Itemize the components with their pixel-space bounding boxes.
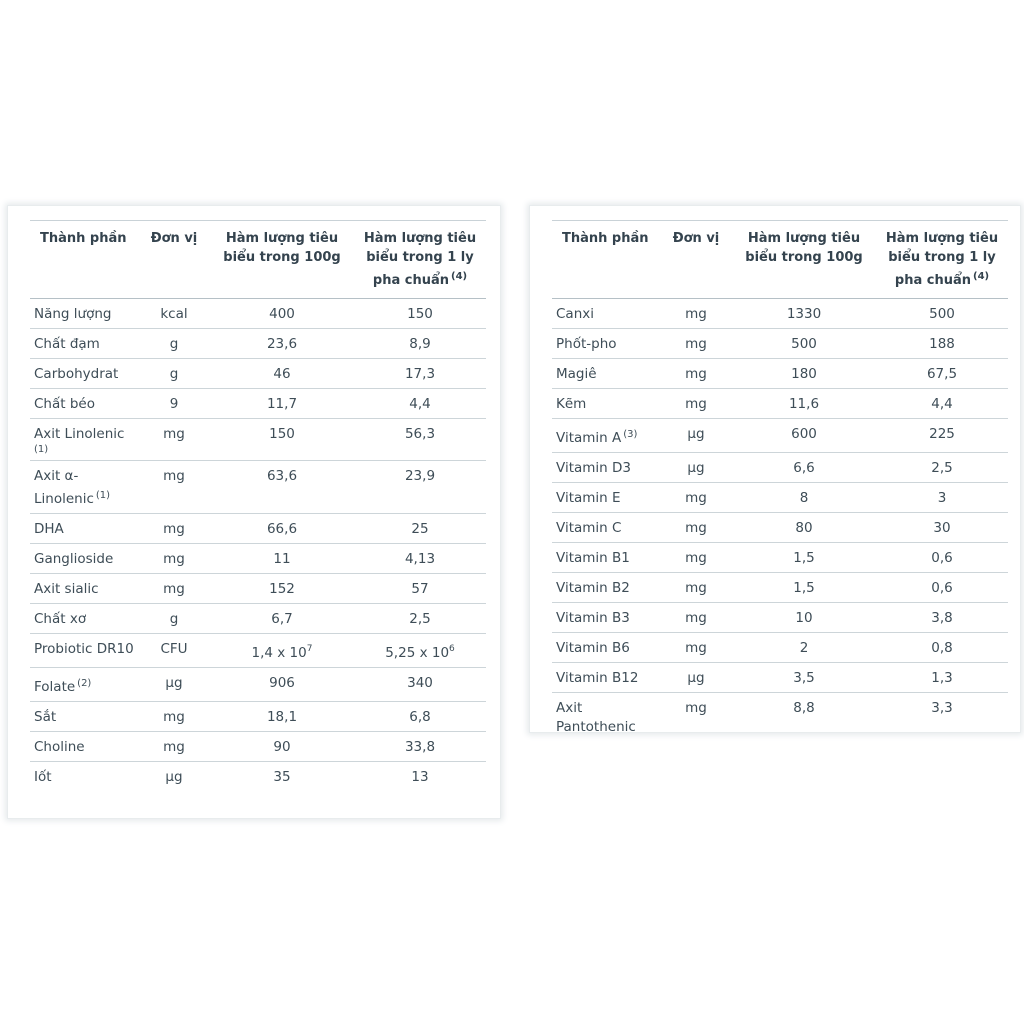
cell-unit: kcal xyxy=(160,306,188,322)
cell-ingredient xyxy=(552,359,660,389)
cell-ingredient xyxy=(552,389,660,419)
ingredient-name: Iốt xyxy=(34,769,52,785)
header-ingredient: Thành phần xyxy=(40,231,127,246)
cell-per-100g: 18,1 xyxy=(266,709,298,725)
cell-unit: mg xyxy=(685,550,707,566)
ingredient-name: Vitamin E xyxy=(556,490,621,506)
header-unit: Đơn vị xyxy=(150,231,198,246)
cell-ingredient xyxy=(30,544,138,574)
cell-per-cup: 67,5 xyxy=(926,366,958,382)
cell-ingredient xyxy=(552,603,660,633)
table-row xyxy=(30,299,486,329)
footnote-marker: (3) xyxy=(623,429,638,440)
cell-per-100g: 906 xyxy=(269,675,295,691)
nutrition-table-left xyxy=(30,220,486,791)
footnote-marker: (2) xyxy=(77,678,92,689)
cell-per-100g: 1,5 xyxy=(793,550,815,566)
cell-unit: mg xyxy=(685,700,707,716)
cell-unit: mg xyxy=(163,426,185,442)
cell-ingredient xyxy=(552,483,660,513)
cell-per-cup: 0,6 xyxy=(931,580,953,596)
cell-ingredient xyxy=(30,419,138,461)
cell-ingredient xyxy=(552,573,660,603)
cell-per-100g: 63,6 xyxy=(266,468,298,484)
ingredient-name: Axit Linolenic xyxy=(34,426,125,442)
table-row xyxy=(552,663,1008,693)
cell-per-100g: 46 xyxy=(273,366,291,382)
header-unit: Đơn vị xyxy=(672,231,720,246)
ingredient-name: Magiê xyxy=(556,366,597,382)
cell-unit: mg xyxy=(685,520,707,536)
ingredient-name: Axit α-Linolenic xyxy=(34,468,94,507)
ingredient-name: Vitamin B12 xyxy=(556,670,639,686)
cell-per-cup: 4,13 xyxy=(404,551,436,567)
cell-ingredient xyxy=(552,513,660,543)
table-row xyxy=(30,668,486,702)
table-row xyxy=(552,573,1008,603)
cell-per-100g: 10 xyxy=(795,610,813,626)
cell-ingredient xyxy=(30,359,138,389)
cell-per-cup: 500 xyxy=(929,306,955,322)
cell-unit: mg xyxy=(163,468,185,484)
cell-ingredient xyxy=(30,634,138,668)
cell-per-100g: 152 xyxy=(269,581,295,597)
cell-unit: mg xyxy=(685,396,707,412)
cell-ingredient xyxy=(30,732,138,762)
cell-per-100g: 23,6 xyxy=(266,336,298,352)
cell-per-100g: 11,6 xyxy=(788,396,820,412)
cell-ingredient xyxy=(552,453,660,483)
cell-unit: mg xyxy=(685,336,707,352)
cell-per-100g: 8 xyxy=(799,490,809,506)
cell-per-cup: 5,25 x $10^6$ xyxy=(385,644,455,661)
cell-per-100g: 6,7 xyxy=(271,611,293,627)
table-row xyxy=(552,543,1008,573)
ingredient-name: Chất béo xyxy=(34,396,95,412)
nutrition-table-card-left xyxy=(8,206,500,818)
ingredient-name: Chất xơ xyxy=(34,611,87,627)
table-row xyxy=(30,732,486,762)
cell-per-cup: 1,3 xyxy=(931,670,953,686)
cell-unit: g xyxy=(169,336,179,352)
cell-per-cup: 13 xyxy=(411,769,429,785)
ingredient-name: Chất đạm xyxy=(34,336,100,352)
cell-per-cup: 150 xyxy=(407,306,433,322)
cell-unit: mg xyxy=(685,306,707,322)
cell-unit: μg xyxy=(165,769,183,785)
cell-unit: mg xyxy=(685,580,707,596)
cell-unit: 9 xyxy=(169,396,179,412)
table-row xyxy=(30,389,486,419)
cell-per-100g: 66,6 xyxy=(266,521,298,537)
table-row xyxy=(552,693,1008,742)
table-row xyxy=(30,514,486,544)
ingredient-name: Probiotic DR10 xyxy=(34,641,134,657)
ingredient-name: Vitamin A xyxy=(556,430,622,446)
cell-per-cup: 0,6 xyxy=(931,550,953,566)
cell-per-cup: 30 xyxy=(933,520,951,536)
cell-per-100g: 150 xyxy=(269,426,295,442)
header-per-100g: Hàm lượng tiêu biểu trong 100g xyxy=(745,231,863,265)
header-per-cup: Hàm lượng tiêu biểu trong 1 ly pha chuẩn $^{(4)}$ xyxy=(885,231,999,288)
cell-unit: mg xyxy=(163,739,185,755)
cell-unit: mg xyxy=(685,490,707,506)
cell-per-cup: 23,9 xyxy=(404,468,436,484)
ingredient-name: Canxi xyxy=(556,306,594,322)
cell-ingredient xyxy=(552,419,660,453)
cell-per-100g: 11 xyxy=(273,551,291,567)
footnote-marker: (4) xyxy=(451,271,468,282)
table-row xyxy=(30,702,486,732)
cell-unit: μg xyxy=(687,670,705,686)
table-row xyxy=(552,453,1008,483)
ingredient-name: Vitamin C xyxy=(556,520,622,536)
cell-unit: mg xyxy=(685,610,707,626)
cell-per-100g: 600 xyxy=(791,426,817,442)
ingredient-name: Vitamin B3 xyxy=(556,610,630,626)
cell-per-cup: 2,5 xyxy=(409,611,431,627)
ingredient-name: Năng lượng xyxy=(34,306,112,322)
cell-per-100g: 1,4 x $10^7$ xyxy=(251,644,313,661)
table-row xyxy=(552,419,1008,453)
table-header-row xyxy=(30,221,486,299)
cell-per-cup: 4,4 xyxy=(931,396,953,412)
header-per-100g: Hàm lượng tiêu biểu trong 100g xyxy=(223,231,341,265)
table-row xyxy=(552,513,1008,543)
cell-ingredient xyxy=(30,668,138,702)
cell-ingredient xyxy=(552,693,660,742)
cell-per-cup: 8,9 xyxy=(409,336,431,352)
cell-per-100g: 500 xyxy=(791,336,817,352)
table-row xyxy=(552,299,1008,329)
cell-per-cup: 3 xyxy=(937,490,947,506)
cell-ingredient xyxy=(30,514,138,544)
table-row xyxy=(30,544,486,574)
cell-ingredient xyxy=(30,299,138,329)
cell-per-cup: 3,8 xyxy=(931,610,953,626)
cell-ingredient xyxy=(30,461,138,514)
header-per-cup: Hàm lượng tiêu biểu trong 1 ly pha chuẩn $^{(4)}$ xyxy=(363,231,477,288)
cell-unit: mg xyxy=(163,521,185,537)
cell-per-cup: 3,3 xyxy=(931,700,953,716)
table-row xyxy=(552,633,1008,663)
table-header-row xyxy=(552,221,1008,299)
footnote-marker: (1) xyxy=(34,444,49,455)
cell-per-cup: 6,8 xyxy=(409,709,431,725)
table-row xyxy=(30,359,486,389)
cell-ingredient xyxy=(552,299,660,329)
table-row xyxy=(30,762,486,792)
table-row xyxy=(552,359,1008,389)
ingredient-name: Vitamin B1 xyxy=(556,550,630,566)
table-row xyxy=(30,604,486,634)
cell-per-100g: 180 xyxy=(791,366,817,382)
cell-per-cup: 56,3 xyxy=(404,426,436,442)
cell-per-cup: 57 xyxy=(411,581,429,597)
cell-unit: mg xyxy=(685,640,707,656)
ingredient-name: Kẽm xyxy=(556,396,587,412)
cell-per-cup: 33,8 xyxy=(404,739,436,755)
table-row xyxy=(30,329,486,359)
cell-per-100g: 400 xyxy=(269,306,295,322)
ingredient-name: Ganglioside xyxy=(34,551,114,567)
table-row xyxy=(30,634,486,668)
cell-ingredient xyxy=(30,702,138,732)
ingredient-name: Folate xyxy=(34,679,76,695)
cell-per-cup: 188 xyxy=(929,336,955,352)
cell-per-cup: 17,3 xyxy=(404,366,436,382)
cell-unit: mg xyxy=(163,581,185,597)
cell-ingredient xyxy=(552,633,660,663)
cell-unit: μg xyxy=(165,675,183,691)
cell-per-cup: 2,5 xyxy=(931,460,953,476)
cell-unit: mg xyxy=(163,551,185,567)
ingredient-name: Vitamin B2 xyxy=(556,580,630,596)
ingredient-name: Vitamin D3 xyxy=(556,460,631,476)
cell-ingredient xyxy=(30,329,138,359)
cell-ingredient xyxy=(30,389,138,419)
cell-unit: g xyxy=(169,366,179,382)
cell-per-100g: 3,5 xyxy=(793,670,815,686)
cell-per-100g: 6,6 xyxy=(793,460,815,476)
ingredient-name: Axit Pantothenic xyxy=(556,700,636,735)
cell-per-cup: 340 xyxy=(407,675,433,691)
cell-ingredient xyxy=(552,543,660,573)
table-row xyxy=(30,461,486,514)
cell-ingredient xyxy=(30,604,138,634)
cell-unit: mg xyxy=(685,366,707,382)
cell-per-cup: 25 xyxy=(411,521,429,537)
cell-unit: mg xyxy=(163,709,185,725)
cell-per-cup: 4,4 xyxy=(409,396,431,412)
table-row xyxy=(552,389,1008,419)
cell-per-100g: 80 xyxy=(795,520,813,536)
nutrition-table-right xyxy=(552,220,1008,741)
cell-unit: CFU xyxy=(160,641,188,657)
cell-per-100g: 90 xyxy=(273,739,291,755)
ingredient-name: Vitamin B6 xyxy=(556,640,630,656)
ingredient-name: Sắt xyxy=(34,709,57,725)
ingredient-name: Carbohydrat xyxy=(34,366,119,382)
table-row xyxy=(552,329,1008,359)
cell-ingredient xyxy=(30,762,138,792)
cell-per-100g: 11,7 xyxy=(266,396,298,412)
cell-unit: μg xyxy=(687,426,705,442)
cell-unit: g xyxy=(169,611,179,627)
cell-ingredient xyxy=(552,329,660,359)
header-ingredient: Thành phần xyxy=(562,231,649,246)
ingredient-name: Axit sialic xyxy=(34,581,99,597)
cell-ingredient xyxy=(552,663,660,693)
cell-per-100g: 2 xyxy=(799,640,809,656)
ingredient-name: Choline xyxy=(34,739,85,755)
table-row xyxy=(552,603,1008,633)
cell-unit: μg xyxy=(687,460,705,476)
footnote-marker: (4) xyxy=(973,271,990,282)
footnote-marker: (1) xyxy=(95,490,111,501)
cell-per-100g: 1330 xyxy=(786,306,822,322)
cell-per-100g: 35 xyxy=(273,769,291,785)
cell-per-cup: 0,8 xyxy=(931,640,953,656)
table-row xyxy=(552,483,1008,513)
cell-per-cup: 225 xyxy=(929,426,955,442)
ingredient-name: Phốt-pho xyxy=(556,336,617,352)
cell-per-100g: 8,8 xyxy=(793,700,815,716)
ingredient-name: DHA xyxy=(34,521,64,537)
cell-per-100g: 1,5 xyxy=(793,580,815,596)
exponent: 6 xyxy=(449,644,455,654)
table-row xyxy=(30,574,486,604)
cell-ingredient xyxy=(30,574,138,604)
table-row xyxy=(30,419,486,461)
exponent: 7 xyxy=(306,644,313,654)
nutrition-table-card-right xyxy=(530,206,1020,735)
